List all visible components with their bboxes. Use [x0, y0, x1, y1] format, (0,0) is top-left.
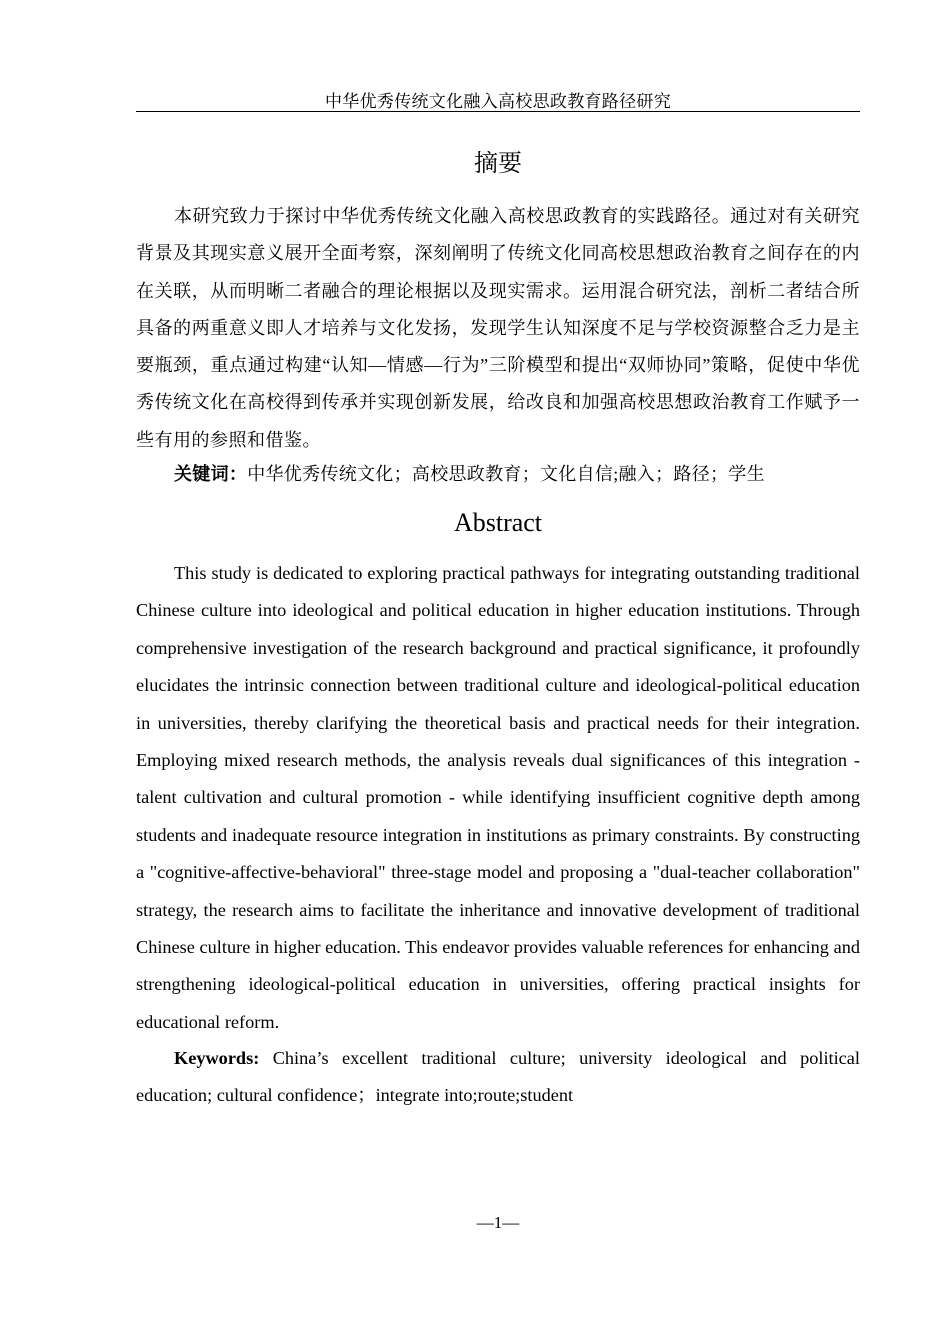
english-abstract-heading: Abstract [453, 508, 543, 537]
chinese-abstract-body: 本研究致力于探讨中华优秀传统文化融入高校思政教育的实践路径。通过对有关研究背景及其现实意义展开全面考察，深刻阐明了传统文化同高校思想政治教育之间存在的内在关联，从而明晰二者融合的理论根据以及现实需求。运用混合研究法，剖析二者结合所具备的两重意义即人才培养与文化发扬，发现学生认知深度不足与学校资源整合乏力是主要瓶颈，重点通过构建“认知—情感—行为”三阶模型和提出“双师协同”策略，促使中华优秀传统文化在高校得到传承并实现创新发展，给改良和加强高校思想政治教育工作赋予一些有用的参照和借鉴。 [136, 206, 860, 450]
english-keywords-label: Keywords: [174, 1048, 260, 1068]
chinese-abstract-heading: 摘要 [474, 149, 522, 177]
english-keywords [136, 1040, 860, 1115]
english-abstract-body: This study is dedicated to exploring practical pathways for integrating outstanding traditional Chinese culture into ideological and political education in higher education institutions. Through comprehensive investigation of the research background and practical significance, it profoundly elucidates the intrinsic connection between traditional culture and ideological-political education in universities, thereby clarifying the theoretical basis and practical needs for their integration. Employing mixed research methods, the analysis reveals dual significances of this integration - talent cultivation and cultural promotion - while identifying insufficient cognitive depth among students and inadequate resource integration in institutions as primary constraints. By constructing a "cognitive-affective-behavioral" three-stage model and proposing a "dual-teacher collaboration" strategy, the research aims to facilitate the inheritance and innovative development of traditional Chinese culture in higher education. This endeavor provides valuable references for enhancing and strengthening ideological-political education in universities, offering practical insights for educational reform. [136, 563, 860, 1032]
chinese-keywords [136, 456, 860, 493]
page-number: —1— [476, 1213, 520, 1232]
chinese-keywords-text: 中华优秀传统文化；高校思政教育；文化自信;融入；路径；学生 [247, 464, 765, 484]
header-divider [136, 111, 860, 112]
running-header-title: 中华优秀传统文化融入高校思政教育路径研究 [325, 92, 671, 111]
english-keywords-text: China’s excellent traditional culture; university ideological and political education; cultural confidence；integrate into;route;student [136, 1048, 860, 1106]
chinese-keywords-label: 关键词： [174, 464, 248, 485]
